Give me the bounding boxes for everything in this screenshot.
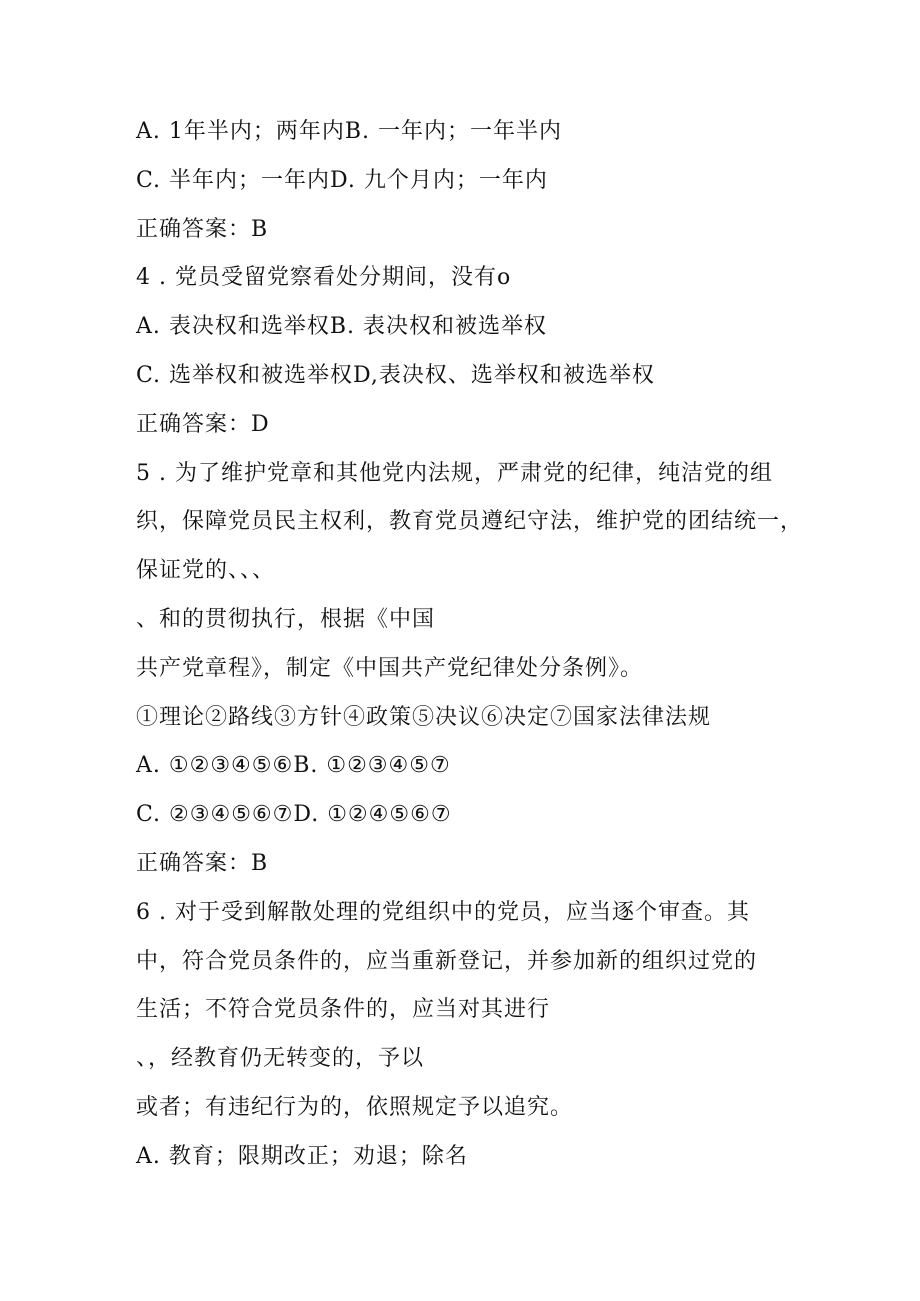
text-line-16: 正确答案：B [136,850,269,876]
text-line-8: 5 . 为了维护党章和其他党内法规，严肃党的纪律，纯洁党的组 [136,460,773,486]
text-line-18: 中，符合党员条件的，应当重新登记，并参加新的组织过党的 [136,948,758,974]
text-line-13: ①理论②路线③方针④政策⑤决议⑥决定⑦国家法律法规 [136,704,712,730]
text-line-14: A. ①②③④⑤⑥B. ①②③④⑤⑦ [136,753,451,779]
text-line-3: 正确答案：B [136,216,269,242]
text-line-22: A. 教育；限期改正；劝退；除名 [136,1143,468,1169]
text-line-12: 共产党章程》，制定《中国共产党纪律处分条例》。 [136,655,644,681]
text-line-11: 、和的贯彻执行，根据《中国 [136,606,436,632]
text-line-2: C. 半年内；一年内D. 九个月内；一年内 [136,167,548,193]
text-line-15: C. ②③④⑤⑥⑦D. ①②④⑤⑥⑦ [136,802,452,828]
text-line-1: A. 1年半内；两年内B. 一年内；一年半内 [136,119,563,144]
text-line-20: 、，经教育仍无转变的，予以 [136,1046,425,1072]
text-line-19: 生活；不符合党员条件的，应当对其进行 [136,997,551,1023]
text-line-10: 保证党的、、、 [136,558,276,584]
text-line-7: 正确答案：D [136,411,270,437]
document-body [136,110,804,1184]
text-line-5: A. 表决权和选举权B. 表决权和被选举权 [136,314,548,340]
text-line-21: 或者；有违纪行为的，依照规定予以追究。 [136,1094,574,1120]
text-line-17: 6 . 对于受到解散处理的党组织中的党员，应当逐个审查。其 [136,899,750,925]
text-line-4: 4 . 党员受留党察看处分期间，没有o [136,265,512,291]
text-line-6: C. 选举权和被选举权D,表决权、选举权和被选举权 [136,362,655,388]
text-line-9: 织，保障党员民主权利，教育党员遵纪守法，维护党的团结统一， [136,509,804,535]
